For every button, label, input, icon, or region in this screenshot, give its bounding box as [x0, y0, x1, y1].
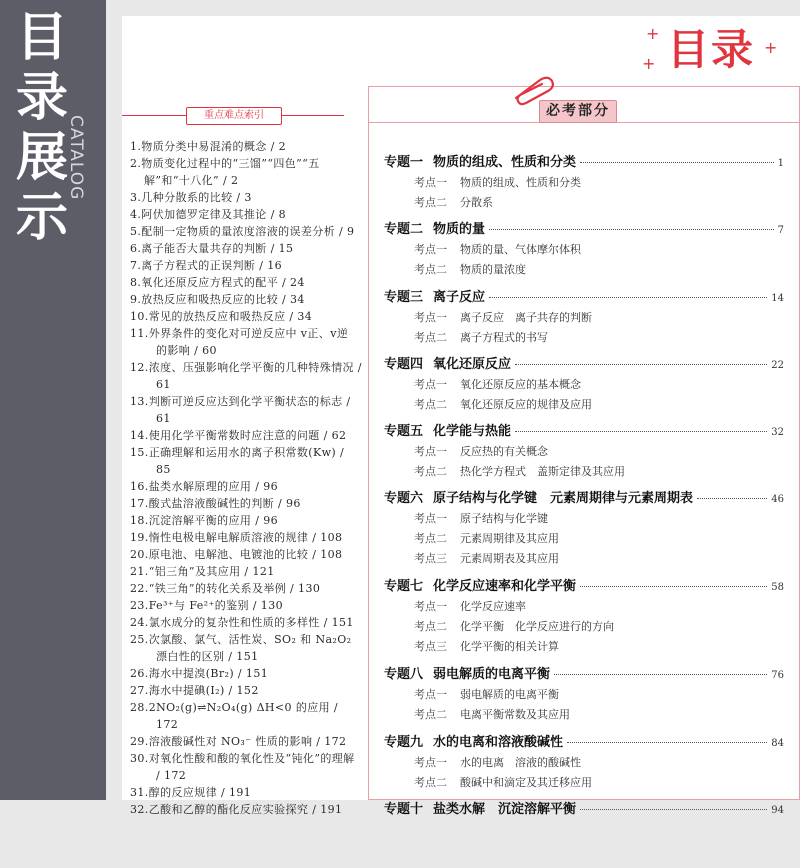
- leader-dots: [697, 498, 767, 499]
- toc-unit-heading[interactable]: [384, 666, 784, 685]
- index-item: 6.离子能否大量共存的判断 / 15: [130, 242, 294, 255]
- unit-label: 专题八: [384, 667, 424, 683]
- unit-page-number: 22: [771, 359, 784, 371]
- toc-unit-heading[interactable]: [384, 734, 784, 753]
- unit-title: 氧化还原反应: [433, 356, 512, 372]
- unit-label: 专题九: [384, 734, 424, 750]
- unit-title: 原子结构与化学键 元素周期律与元素周期表: [433, 491, 694, 507]
- toc-unit-heading[interactable]: [384, 289, 784, 308]
- index-item: 3.几种分散系的比较 / 3: [130, 191, 252, 204]
- leader-dots: [567, 742, 767, 743]
- toc-point[interactable]: [384, 193, 784, 213]
- index-item: 17.酸式盐溶液酸碱性的判断 / 96: [130, 497, 301, 510]
- index-item: 26.海水中提溴(Br₂) / 151: [130, 667, 269, 680]
- unit-page-number: 84: [771, 737, 784, 749]
- toc-unit: [384, 423, 784, 490]
- unit-page-number: 46: [771, 494, 784, 506]
- unit-title: 化学能与热能: [433, 424, 512, 440]
- index-item: 32.乙酸和乙醇的酯化反应实验探究 / 191: [130, 803, 343, 816]
- toc-unit-heading[interactable]: [384, 801, 784, 820]
- leader-dots: [554, 674, 767, 675]
- index-list: [130, 138, 362, 818]
- unit-label: 专题七: [384, 579, 424, 595]
- toc-point[interactable]: [384, 462, 784, 482]
- toc-point[interactable]: [384, 260, 784, 280]
- index-item: 4.阿伏加德罗定律及其推论 / 8: [130, 208, 286, 221]
- index-item: 21.“铝三角”及其应用 / 121: [130, 565, 275, 578]
- catalog-label: CATALOG: [66, 115, 86, 201]
- toc-list: [384, 154, 784, 868]
- toc-unit: [384, 734, 784, 801]
- toc-point[interactable]: [384, 597, 784, 617]
- point-text: 氧化还原反应的规律及应用: [460, 397, 592, 411]
- point-label: 考点一: [414, 755, 447, 769]
- unit-page-number: 32: [771, 427, 784, 439]
- index-item: 30.对氧化性酸和酸的氧化性及“钝化”的理解 / 172: [130, 752, 355, 782]
- point-label: 考点一: [414, 377, 447, 391]
- point-label: 考点二: [414, 775, 447, 789]
- index-item: 31.醇的反应规律 / 191: [130, 786, 252, 799]
- index-item: 16.盐类水解原理的应用 / 96: [130, 480, 278, 493]
- leader-dots: [580, 809, 767, 810]
- point-text: 物质的组成、性质和分类: [460, 176, 581, 189]
- point-text: 化学平衡 化学反应进行的方向: [460, 620, 614, 634]
- index-item: 1.物质分类中易混淆的概念 / 2: [130, 140, 286, 153]
- toc-unit: [384, 356, 784, 423]
- page: [122, 16, 800, 818]
- point-text: 反应热的有关概念: [460, 445, 548, 459]
- point-text: 离子反应 离子共存的判断: [460, 310, 592, 324]
- point-label: 考点二: [414, 196, 447, 209]
- band-char: 录: [15, 68, 68, 128]
- point-label: 考点二: [414, 263, 447, 277]
- toc-unit: [384, 578, 784, 666]
- band-char: 目: [15, 8, 68, 68]
- unit-label: 专题五: [384, 424, 424, 440]
- toc-point[interactable]: [384, 617, 784, 637]
- index-item: 14.使用化学平衡常数时应注意的问题 / 62: [130, 429, 347, 442]
- point-label: 考点一: [414, 176, 447, 189]
- unit-page-number: 94: [771, 805, 784, 817]
- unit-page-number: 1: [777, 158, 784, 169]
- point-text: 元素周期律及其应用: [460, 532, 559, 546]
- unit-title: 弱电解质的电离平衡: [433, 667, 551, 683]
- toc-unit: [384, 490, 784, 578]
- index-item: 19.惰性电极电解电解质溶液的规律 / 108: [130, 531, 343, 544]
- index-item: 9.放热反应和吸热反应的比较 / 34: [130, 293, 305, 306]
- toc-point[interactable]: [384, 442, 784, 462]
- toc-point[interactable]: [384, 637, 784, 657]
- index-item: 13.判断可逆反应达到化学平衡状态的标志 / 61: [130, 395, 351, 425]
- index-item: 28.2NO₂(g)⇌N₂O₄(g) ΔH<0 的应用 / 172: [130, 701, 339, 731]
- leader-dots: [489, 229, 774, 230]
- point-label: 考点二: [414, 330, 447, 344]
- index-item: 8.氧化还原反应方程式的配平 / 24: [130, 276, 305, 289]
- unit-title: 离子反应: [433, 289, 486, 305]
- point-text: 化学反应速率: [460, 600, 526, 614]
- index-item: 7.离子方程式的正误判断 / 16: [130, 259, 282, 272]
- toc-point[interactable]: [384, 395, 784, 415]
- index-item: 25.次氯酸、氯气、活性炭、SO₂ 和 Na₂O₂ 漂白性的区别 / 151: [130, 633, 352, 663]
- toc-tab-title: 必考部分: [539, 100, 617, 123]
- point-label: 考点一: [414, 600, 447, 614]
- index-item: 11.外界条件的变化对可逆反应中 v正、v逆 的影响 / 60: [130, 327, 349, 357]
- unit-label: 专题四: [384, 356, 424, 372]
- unit-title: 物质的量: [433, 222, 486, 238]
- point-label: 考点一: [414, 243, 447, 257]
- toc-point[interactable]: [384, 328, 784, 348]
- page-logo: 目录: [667, 17, 755, 77]
- toc-unit-heading[interactable]: [384, 578, 784, 597]
- point-text: 原子结构与化学键: [460, 512, 548, 526]
- point-label: 考点二: [414, 397, 447, 411]
- toc-point[interactable]: [384, 773, 784, 793]
- index-item: 12.浓度、压强影响化学平衡的几种特殊情况 / 61: [130, 361, 362, 391]
- index-item: 27.海水中提碘(I₂) / 152: [130, 684, 259, 697]
- toc-point[interactable]: [384, 685, 784, 705]
- point-label: 考点一: [414, 512, 447, 526]
- toc-point[interactable]: [384, 509, 784, 529]
- plus-icon: +: [642, 54, 656, 73]
- plus-icon: +: [646, 24, 660, 43]
- unit-title: 盐类水解 沉淀溶解平衡: [433, 802, 577, 818]
- toc-unit-heading[interactable]: [384, 423, 784, 442]
- point-label: 考点二: [414, 532, 447, 546]
- point-text: 元素周期表及其应用: [460, 552, 559, 566]
- index-header: 重点难点索引: [186, 107, 282, 125]
- leader-dots: [515, 364, 767, 365]
- point-text: 分散系: [460, 196, 493, 209]
- toc-unit-heading[interactable]: [384, 221, 784, 240]
- point-text: 酸碱中和滴定及其迁移应用: [460, 775, 592, 789]
- toc-point[interactable]: [384, 549, 784, 569]
- band-title: [12, 8, 72, 248]
- index-item: 22.“铁三角”的转化关系及举例 / 130: [130, 582, 321, 595]
- point-label: 考点三: [414, 552, 447, 566]
- unit-label: 专题三: [384, 289, 424, 305]
- toc-point[interactable]: [384, 240, 784, 260]
- unit-label: 专题一: [384, 155, 424, 170]
- point-text: 弱电解质的电离平衡: [460, 688, 559, 702]
- toc-unit: [384, 801, 784, 868]
- index-item: 29.溶液酸碱性对 NO₃⁻ 性质的影响 / 172: [130, 735, 347, 748]
- leader-dots: [515, 431, 767, 432]
- point-label: 考点三: [414, 640, 447, 654]
- point-text: 化学平衡的相关计算: [460, 640, 559, 654]
- index-item: 2.物质变化过程中的“三馏”“四色”“五解”和“十八化” / 2: [130, 157, 320, 187]
- leader-dots: [489, 297, 767, 298]
- unit-label: 专题十: [384, 802, 424, 818]
- unit-label: 专题六: [384, 491, 424, 507]
- toc-unit: [384, 221, 784, 288]
- index-item: 23.Fe³⁺与 Fe²⁺的鉴别 / 130: [130, 599, 283, 612]
- unit-page-number: 7: [777, 225, 784, 237]
- toc-point[interactable]: [384, 375, 784, 395]
- toc-point[interactable]: [384, 753, 784, 773]
- unit-page-number: 58: [771, 582, 784, 594]
- index-item: 24.氯水成分的复杂性和性质的多样性 / 151: [130, 616, 354, 629]
- index-item: 15.正确理解和运用水的离子积常数(Kw) / 85: [130, 446, 345, 476]
- side-band: [0, 0, 106, 800]
- point-text: 氧化还原反应的基本概念: [460, 377, 581, 391]
- point-text: 电离平衡常数及其应用: [460, 708, 570, 722]
- point-label: 考点二: [414, 465, 447, 479]
- unit-page-number: 14: [771, 292, 784, 304]
- toc-unit-heading[interactable]: [384, 490, 784, 509]
- toc-unit: [384, 154, 784, 221]
- point-text: 离子方程式的书写: [460, 330, 548, 344]
- toc-unit-heading[interactable]: [384, 356, 784, 375]
- unit-title: 水的电离和溶液酸碱性: [433, 734, 564, 750]
- unit-label: 专题二: [384, 222, 424, 238]
- toc-point[interactable]: [384, 173, 784, 193]
- point-text: 热化学方程式 盖斯定律及其应用: [460, 465, 625, 479]
- index-item: 20.原电池、电解池、电镀池的比较 / 108: [130, 548, 343, 561]
- point-label: 考点二: [414, 620, 447, 634]
- band-char: 展: [15, 128, 68, 188]
- toc-unit: [384, 289, 784, 356]
- index-item: 5.配制一定物质的量浓度溶液的误差分析 / 9: [130, 225, 355, 238]
- point-label: 考点一: [414, 310, 447, 324]
- toc-point[interactable]: [384, 308, 784, 328]
- point-label: 考点一: [414, 688, 447, 702]
- point-text: 物质的量、气体摩尔体积: [460, 243, 581, 257]
- plus-icon: +: [764, 38, 778, 57]
- toc-point[interactable]: [384, 705, 784, 725]
- unit-title: 化学反应速率和化学平衡: [433, 579, 577, 595]
- unit-page-number: 76: [771, 670, 784, 682]
- leader-dots: [580, 586, 767, 587]
- unit-title: 物质的组成、性质和分类: [433, 155, 577, 170]
- toc-unit: [384, 666, 784, 733]
- toc-unit-heading[interactable]: [384, 154, 784, 173]
- band-char: 示: [15, 188, 68, 248]
- toc-point[interactable]: [384, 529, 784, 549]
- index-item: 18.沉淀溶解平衡的应用 / 96: [130, 514, 278, 527]
- point-text: 水的电离 溶液的酸碱性: [460, 755, 581, 769]
- point-label: 考点二: [414, 708, 447, 722]
- point-label: 考点一: [414, 445, 447, 459]
- index-item: 10.常见的放热反应和吸热反应 / 34: [130, 310, 313, 323]
- point-text: 物质的量浓度: [460, 263, 526, 277]
- leader-dots: [580, 162, 774, 163]
